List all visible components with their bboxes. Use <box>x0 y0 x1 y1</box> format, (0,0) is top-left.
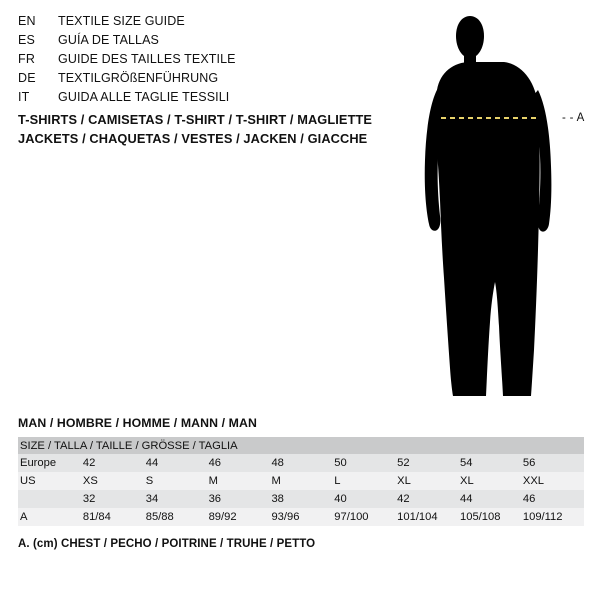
size-table <box>18 437 584 526</box>
cell-value: M <box>207 472 270 490</box>
product-category-block <box>18 110 418 148</box>
cell-value: 52 <box>395 454 458 472</box>
size-table-section <box>18 416 584 550</box>
language-text: GUÍA DE TALLAS <box>58 33 159 47</box>
table-row <box>18 490 584 508</box>
cell-value: 42 <box>395 490 458 508</box>
cell-value: 93/96 <box>269 508 332 526</box>
row-label: A <box>18 508 81 526</box>
language-row <box>18 52 378 71</box>
measure-letter: A <box>576 112 585 124</box>
language-code: EN <box>18 14 36 28</box>
cell-value: XL <box>458 472 521 490</box>
male-figure-illustration <box>410 10 590 410</box>
language-row <box>18 14 378 33</box>
cell-value: 105/108 <box>458 508 521 526</box>
language-row <box>18 71 378 90</box>
cell-value: 85/88 <box>144 508 207 526</box>
table-row <box>18 472 584 490</box>
language-text: GUIDA ALLE TAGLIE TESSILI <box>58 90 230 104</box>
cell-value: S <box>144 472 207 490</box>
language-header-block <box>18 14 378 109</box>
cell-value: 101/104 <box>395 508 458 526</box>
measure-dash: - - <box>562 112 574 124</box>
language-text: GUIDE DES TAILLES TEXTILE <box>58 52 236 66</box>
language-row <box>18 33 378 52</box>
cell-value: 109/112 <box>521 508 584 526</box>
cell-value: 42 <box>81 454 144 472</box>
cell-value: 48 <box>269 454 332 472</box>
language-row <box>18 90 378 109</box>
language-text: TEXTILGRÖßENFÜHRUNG <box>58 71 219 85</box>
language-text: TEXTILE SIZE GUIDE <box>58 14 185 28</box>
cell-value: L <box>332 472 395 490</box>
product-line-jackets: JACKETS / CHAQUETAS / VESTES / JACKEN / GIACCHE <box>18 131 368 146</box>
table-row <box>18 454 584 472</box>
language-code: ES <box>18 33 36 47</box>
cell-value: 46 <box>207 454 270 472</box>
row-label: Europe <box>18 454 81 472</box>
cell-value: XL <box>395 472 458 490</box>
cell-value: 54 <box>458 454 521 472</box>
table-title-man: MAN / HOMBRE / HOMME / MANN / MAN <box>18 416 257 430</box>
row-label: US <box>18 472 81 490</box>
cell-value: 36 <box>207 490 270 508</box>
cell-value: 97/100 <box>332 508 395 526</box>
cell-value: 34 <box>144 490 207 508</box>
cell-value: XXL <box>521 472 584 490</box>
product-line-tshirts: T-SHIRTS / CAMISETAS / T-SHIRT / T-SHIRT / MAGLIETTE <box>18 112 373 127</box>
cell-value: 44 <box>144 454 207 472</box>
cell-value: 89/92 <box>207 508 270 526</box>
cell-value: 56 <box>521 454 584 472</box>
table-header-row <box>18 437 584 454</box>
row-label <box>18 490 81 508</box>
table-header-label: SIZE / TALLA / TAILLE / GRÖSSE / TAGLIA <box>18 437 584 454</box>
cell-value: 46 <box>521 490 584 508</box>
language-code: FR <box>18 52 36 66</box>
cell-value: 32 <box>81 490 144 508</box>
cell-value: 40 <box>332 490 395 508</box>
male-silhouette-icon <box>410 10 590 410</box>
language-code: DE <box>18 71 36 85</box>
chest-measure-label <box>562 112 585 124</box>
cell-value: 44 <box>458 490 521 508</box>
cell-value: M <box>269 472 332 490</box>
table-row <box>18 508 584 526</box>
table-footnote: A. (cm) CHEST / PECHO / POITRINE / TRUHE / PETTO <box>18 538 316 550</box>
cell-value: 38 <box>269 490 332 508</box>
cell-value: 81/84 <box>81 508 144 526</box>
cell-value: 50 <box>332 454 395 472</box>
cell-value: XS <box>81 472 144 490</box>
language-code: IT <box>18 90 30 104</box>
